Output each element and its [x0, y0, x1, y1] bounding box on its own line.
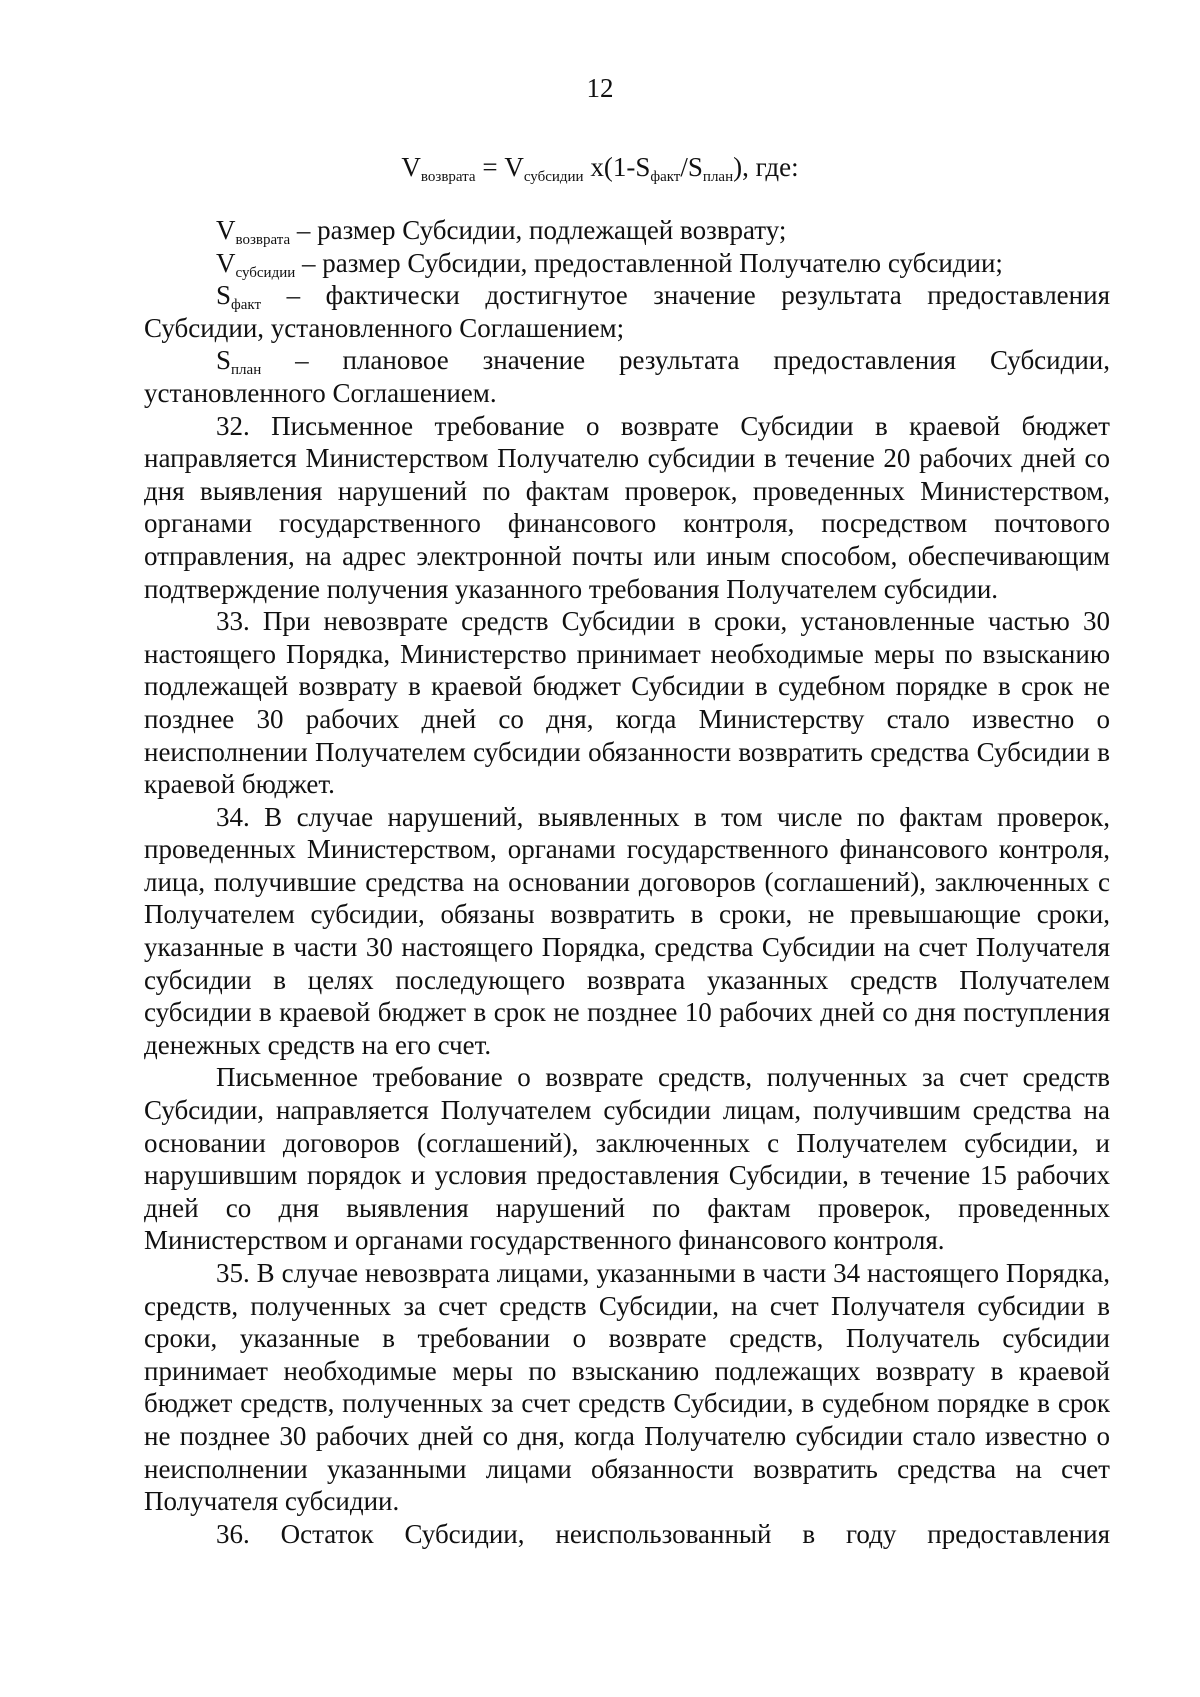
definition-v-subsidy: $V_{субсидии}$ – размер Субсидии, предоставленной Получателю субсидии;: [216, 247, 1003, 281]
formula-v-subsidy: $V_{субсидии}$: [504, 152, 584, 185]
definition-s-plan: $S_{план}$ – плановое значение результата предоставления Субсидии, установленного Соглашением.: [144, 345, 1110, 408]
page-number: 12: [586, 73, 614, 103]
paragraph-34-continued: Письменное требование о возврате средств, полученных за счет средств Субсидии, направляется Получателем субсидии лицам, получившим средства на основании договоров (соглашений), заключенных с Получателем субсидии, и нарушившим порядок и условия предоставления Субсидии, в течение 15 рабочих дней со дня выявления нарушений по фактам проверок, проведенных Министерством и органами государственного финансового контроля.: [144, 1062, 1110, 1256]
refund-formula: $V_{возврата} = V_{субсидии}$ $х(1-S_{факт}/S_{план})$, где:: [401, 152, 799, 185]
paragraph-34: 34. В случае нарушений, выявленных в том числе по фактам проверок, проведенных Министерством, органами государственного финансового контроля, лица, получившие средства на основании договоров (соглашений), заключенных с Получателем субсидии, обязаны возвратить в сроки, не превышающие сроки, указанные в части 30 настоящего Порядка, средства Субсидии на счет Получателя субсидии в целях последующего возврата указанных средств Получателем субсидии в краевой бюджет в срок не позднее 10 рабочих дней со дня поступления денежных средств на его счет.: [144, 801, 1110, 1060]
paragraph-32: 32. Письменное требование о возврате Субсидии в краевой бюджет направляется Министерством Получателю субсидии в течение 20 рабочих дней со дня выявления нарушений по фактам проверок, проведенных Министерством, органами государственного финансового контроля, посредством почтового отправления, на адрес электронной почты или иным способом, обеспечивающим подтверждение получения указанного требования Получателем субсидии.: [144, 410, 1110, 604]
definition-v-return: $V_{возврата}$ – размер Субсидии, подлежащей возврату;: [216, 215, 787, 248]
formula-v-return: $V_{возврата}$: [401, 152, 476, 185]
paragraph-36: 36. Остаток Субсидии, неиспользованный в году предоставления: [216, 1518, 1110, 1549]
paragraph-33: 33. При невозврате средств Субсидии в сроки, установленные частью 30 настоящего Порядка, Министерство принимает необходимые меры по взысканию подлежащей возврату в краевой бюджет Субсидии в судебном порядке в срок не позднее 30 рабочих дней со дня, когда Министерству стало известно о неисполнении Получателем субсидии обязанности возвратить средства Субсидии в краевой бюджет.: [144, 606, 1110, 800]
formula-s-fact: $S_{факт}$: [635, 152, 681, 185]
formula-s-plan: $S_{план}$: [687, 152, 734, 185]
document-body: [144, 214, 1110, 1550]
definition-s-fact: $S_{факт}$ – фактически достигнутое значение результата предоставления Субсидии, установленного Соглашением;: [144, 280, 1110, 343]
paragraph-35: 35. В случае невозврата лицами, указанными в части 34 настоящего Порядка, средств, полученных за счет средств Субсидии, на счет Получателя субсидии в сроки, указанные в требовании о возврате средств, Получатель субсидии принимает необходимые меры по взысканию подлежащих возврату в краевой бюджет средств, полученных за счет средств Субсидии, в судебном порядке в срок не позднее 30 рабочих дней со дня, когда Получателю субсидии стало известно о неисполнении указанными лицами обязанности возвратить средства на счет Получателя субсидии.: [144, 1258, 1110, 1517]
